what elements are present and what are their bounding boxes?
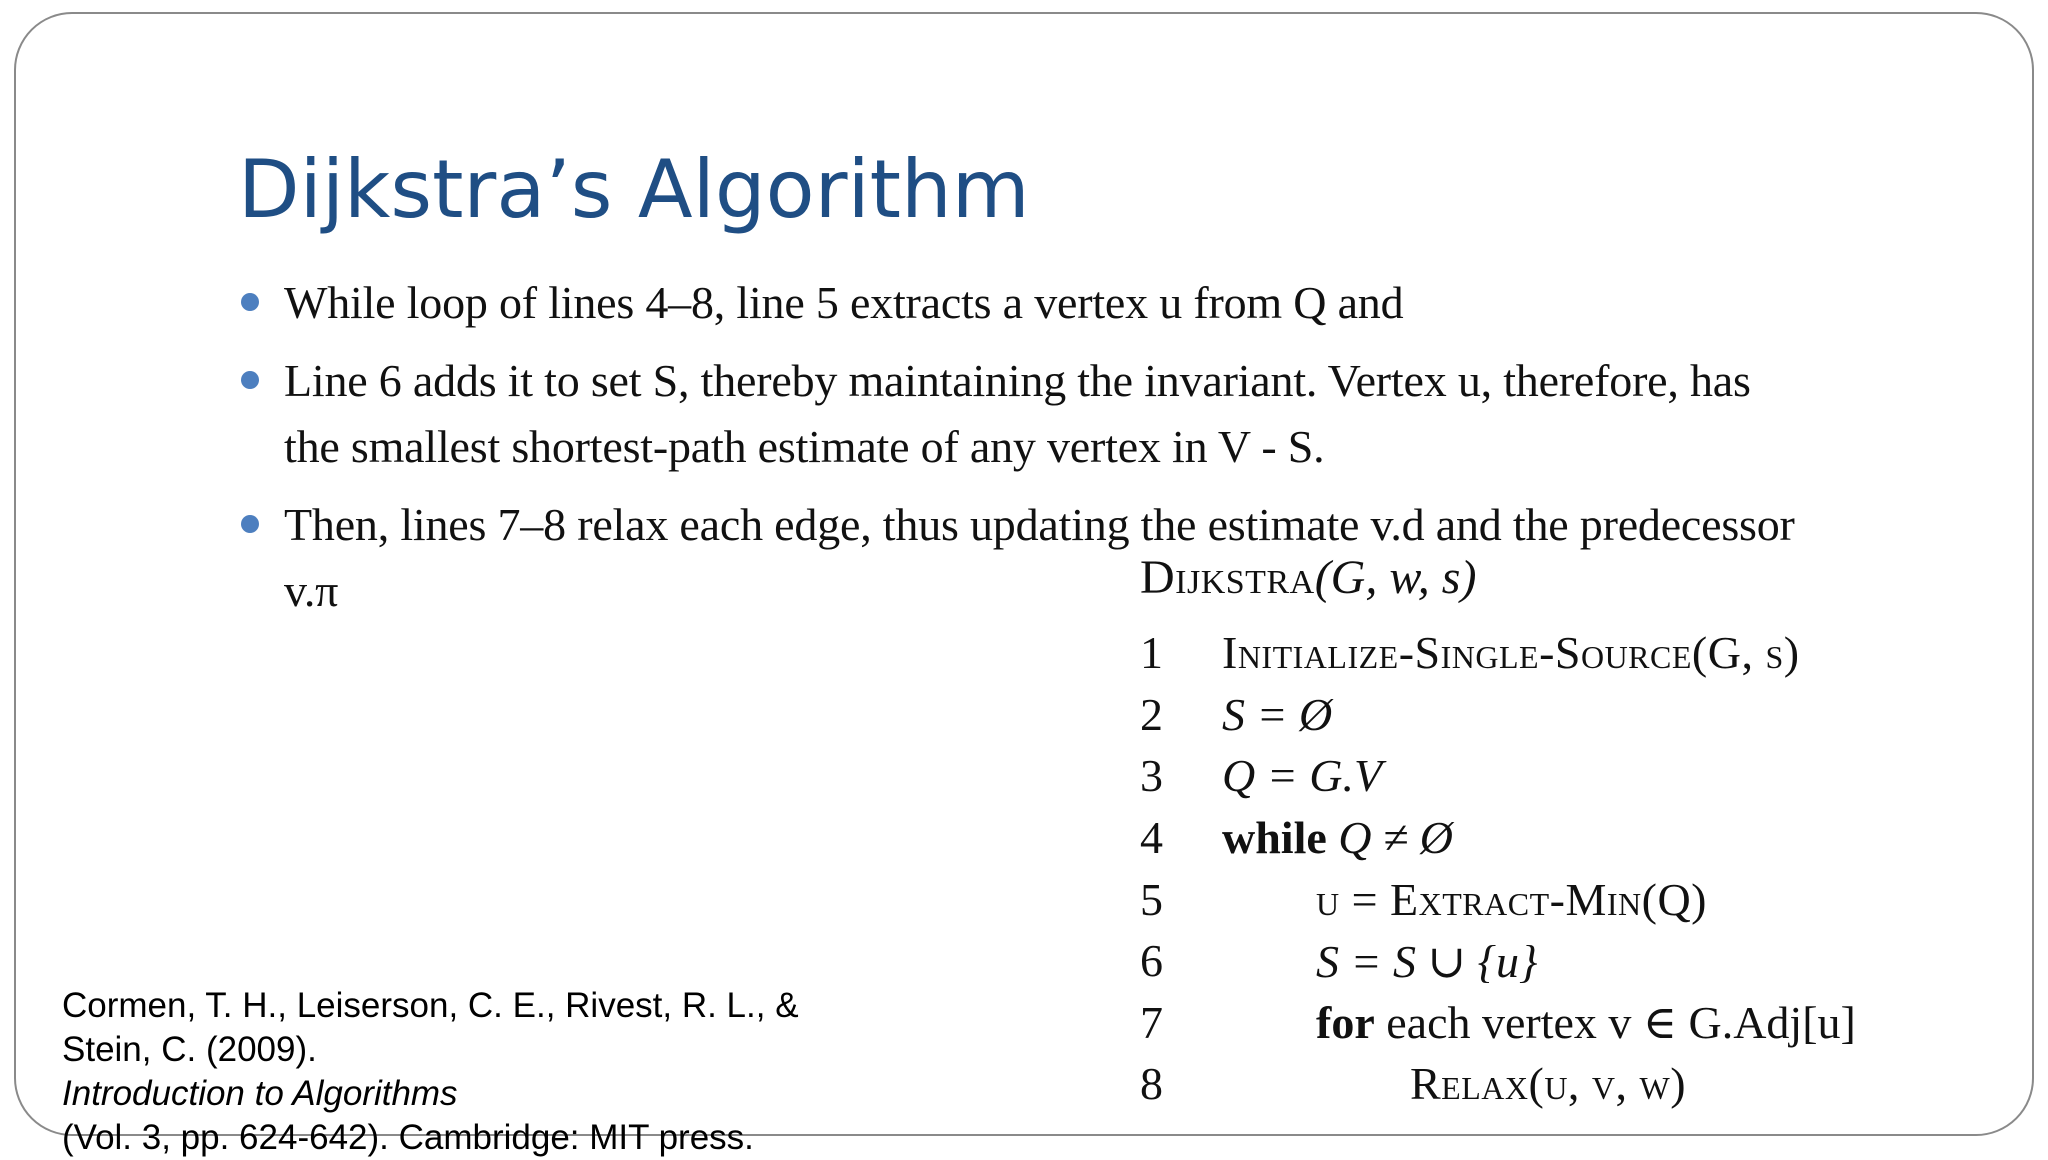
pseudocode-line [1140,684,2010,746]
line-code [1222,811,1453,864]
bullet-text: While loop of lines 4–8, line 5 extracts a vertex u from Q and [284,277,1404,328]
line-number: 3 [1140,750,1163,802]
line-code: S = Ø [1222,688,1333,740]
bullet-text: Line 6 adds it to set S, thereby maintaining the invariant. Vertex u, therefore, has [284,355,1751,406]
bullet-item [238,270,1978,336]
line-code: u = Extract-Min(Q) [1316,873,1707,925]
pseudocode-line [1140,930,2010,992]
pseudocode-line [1140,1053,2010,1115]
procedure-name: Dijkstra [1140,551,1315,604]
bullet-dot-icon [241,515,259,533]
citation-authors: Stein, C. (2009). [62,1030,317,1069]
bullet-text: the smallest shortest-path estimate of any vertex in V - S. [284,421,1325,472]
line-number: 7 [1140,996,1163,1048]
bullet-text: v.π [284,565,339,616]
citation-line [62,1028,942,1116]
pseudocode-line [1140,868,2010,930]
keyword: while [1222,812,1327,864]
citation-book-title: Introduction to Algorithms [62,1074,458,1113]
slide-title: Dijkstra’s Algorithm [238,143,1030,236]
bullet-dot-icon [241,293,259,311]
line-number: 2 [1140,688,1163,740]
bullet-item [238,348,1978,480]
keyword: for [1316,997,1375,1049]
pseudocode-header [1140,540,2010,616]
line-code: Relax(u, v, w) [1410,1058,1687,1110]
line-number: 5 [1140,873,1163,925]
procedure-params: (G, w, s) [1314,551,1477,604]
line-number: 8 [1140,1058,1163,1110]
line-number: 1 [1140,627,1163,679]
line-code: Initialize-Single-Source(G, s) [1222,627,1800,679]
citation-line: Cormen, T. H., Leiserson, C. E., Rivest, R. L., & [62,986,799,1025]
pseudocode-block [1140,540,2010,1115]
line-code: Q = G.V [1222,750,1383,802]
pseudocode-line [1140,992,2010,1054]
citation [62,984,942,1160]
bullet-text: Then, lines 7–8 relax each edge, thus updating the estimate v.d and the predecessor [284,499,1795,550]
pseudocode-line [1140,807,2010,869]
line-code-text: Q ≠ Ø [1338,812,1453,864]
line-code [1222,995,1856,1049]
pseudocode-line [1140,622,2010,684]
line-number: 6 [1140,935,1163,987]
line-code-text: each vertex v ∈ G.Adj[u] [1386,997,1856,1049]
pseudocode-lines [1140,622,2010,1115]
line-code: S = S ∪ {u} [1316,935,1538,987]
citation-line: (Vol. 3, pp. 624-642). Cambridge: MIT press. [62,1118,754,1157]
line-number: 4 [1140,812,1163,864]
pseudocode-line [1140,745,2010,807]
bullet-dot-icon [241,371,259,389]
